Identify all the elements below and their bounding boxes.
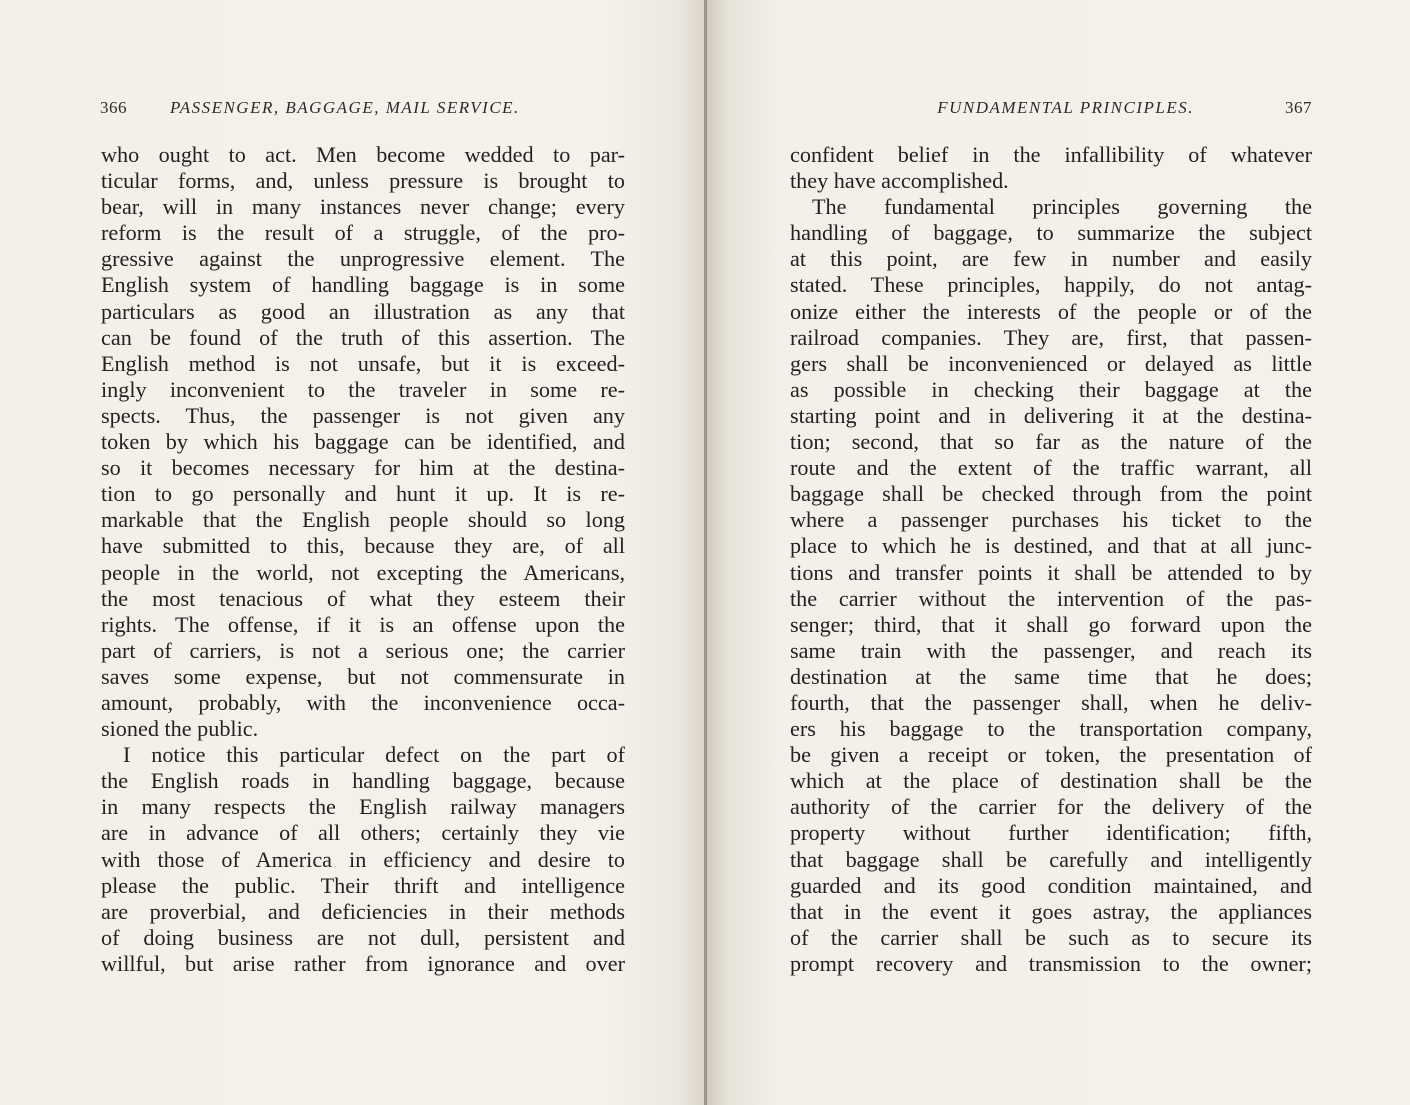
text-line: that baggage shall be carefully and intelligently <box>790 846 1312 872</box>
text-line: at this point, are few in number and easily <box>790 246 1312 272</box>
text-line: as possible in checking their baggage at the <box>790 376 1312 402</box>
text-line: token by which his baggage can be identified, and <box>101 429 625 455</box>
text-line: have submitted to this, because they are, of all <box>101 533 625 559</box>
text-line: the most tenacious of what they esteem their <box>101 585 625 611</box>
text-line: guarded and its good condition maintained, and <box>790 872 1312 898</box>
left-running-head <box>100 98 628 122</box>
left-running-title: PASSENGER, BAGGAGE, MAIL SERVICE. <box>170 98 520 117</box>
right-page-number: 367 <box>1285 98 1312 117</box>
text-line: senger; third, that it shall go forward upon the <box>790 611 1312 637</box>
text-line: bear, will in many instances never change; every <box>101 194 625 220</box>
text-line: they have accomplished. <box>790 168 1009 194</box>
text-line: the English roads in handling baggage, because <box>101 768 625 794</box>
text-line: English method is not unsafe, but it is exceed- <box>101 350 625 376</box>
text-line: of doing business are not dull, persistent and <box>101 924 625 950</box>
right-body-text <box>790 142 1312 977</box>
text-line: in many respects the English railway managers <box>101 794 625 820</box>
text-line: please the public. Their thrift and intelligence <box>101 872 625 898</box>
text-line: be given a receipt or token, the presentation of <box>790 742 1312 768</box>
text-line: reform is the result of a struggle, of the pro- <box>101 220 625 246</box>
text-line: particulars as good an illustration as any that <box>101 298 625 324</box>
text-line: rights. The offense, if it is an offense upon the <box>101 611 625 637</box>
text-line: saves some expense, but not commensurate in <box>101 663 625 689</box>
text-line: The fundamental principles governing the <box>812 194 1312 220</box>
text-line: ticular forms, and, unless pressure is brought to <box>101 168 625 194</box>
text-line: part of carriers, is not a serious one; the carrier <box>101 637 625 663</box>
text-line: the carrier without the intervention of the pas- <box>790 585 1312 611</box>
text-line: authority of the carrier for the delivery of the <box>790 794 1312 820</box>
text-line: amount, probably, with the inconvenience occa- <box>101 689 625 715</box>
text-line: are proverbial, and deficiencies in their methods <box>101 898 625 924</box>
text-line: tions and transfer points it shall be attended to by <box>790 559 1312 585</box>
text-line: onize either the interests of the people or of the <box>790 298 1312 324</box>
text-line: of the carrier shall be such as to secure its <box>790 924 1312 950</box>
text-line: ers his baggage to the transportation company, <box>790 716 1312 742</box>
text-line: baggage shall be checked through from the point <box>790 481 1312 507</box>
text-line: which at the place of destination shall be the <box>790 768 1312 794</box>
text-line: willful, but arise rather from ignorance and over <box>101 950 625 976</box>
text-line: destination at the same time that he does; <box>790 663 1312 689</box>
text-line: that in the event it goes astray, the appliances <box>790 898 1312 924</box>
text-line: English system of handling baggage is in some <box>101 272 625 298</box>
text-line: property without further identification; fifth, <box>790 820 1312 846</box>
text-line: stated. These principles, happily, do not antag- <box>790 272 1312 298</box>
text-line: so it becomes necessary for him at the destina- <box>101 455 625 481</box>
text-line: where a passenger purchases his ticket to the <box>790 507 1312 533</box>
text-line: same train with the passenger, and reach its <box>790 637 1312 663</box>
text-line: confident belief in the infallibility of whatever <box>790 142 1312 167</box>
text-line: can be found of the truth of this assertion. The <box>101 324 625 350</box>
text-line: route and the extent of the traffic warrant, all <box>790 455 1312 481</box>
text-line: sioned the public. <box>101 716 259 742</box>
book-gutter <box>704 0 707 1105</box>
left-body-text <box>101 142 625 977</box>
right-page <box>706 0 1410 1105</box>
right-running-title: FUNDAMENTAL PRINCIPLES. <box>937 98 1194 117</box>
text-line: who ought to act. Men become wedded to par- <box>101 142 625 167</box>
text-line: tion to go personally and hunt it up. It is re- <box>101 481 625 507</box>
text-line: I notice this particular defect on the part of <box>123 742 625 768</box>
text-line: railroad companies. They are, first, that passen- <box>790 324 1312 350</box>
text-line: with those of America in efficiency and desire to <box>101 846 625 872</box>
text-line: gressive against the unprogressive element. The <box>101 246 625 272</box>
text-line: ingly inconvenient to the traveler in some re- <box>101 376 625 402</box>
text-line: handling of baggage, to summarize the subject <box>790 220 1312 246</box>
text-line: spects. Thus, the passenger is not given any <box>101 402 625 428</box>
text-line: place to which he is destined, and that at all junc- <box>790 533 1312 559</box>
text-line: fourth, that the passenger shall, when he deliv- <box>790 689 1312 715</box>
text-line: prompt recovery and transmission to the owner; <box>790 950 1312 976</box>
text-line: people in the world, not excepting the Americans, <box>101 559 625 585</box>
text-line: are in advance of all others; certainly they vie <box>101 820 625 846</box>
text-line: tion; second, that so far as the nature of the <box>790 429 1312 455</box>
text-line: starting point and in delivering it at the destina- <box>790 402 1312 428</box>
text-line: markable that the English people should so long <box>101 507 625 533</box>
right-running-head <box>792 98 1312 122</box>
text-line: gers shall be inconvenienced or delayed as little <box>790 350 1312 376</box>
left-page-number: 366 <box>100 98 127 117</box>
